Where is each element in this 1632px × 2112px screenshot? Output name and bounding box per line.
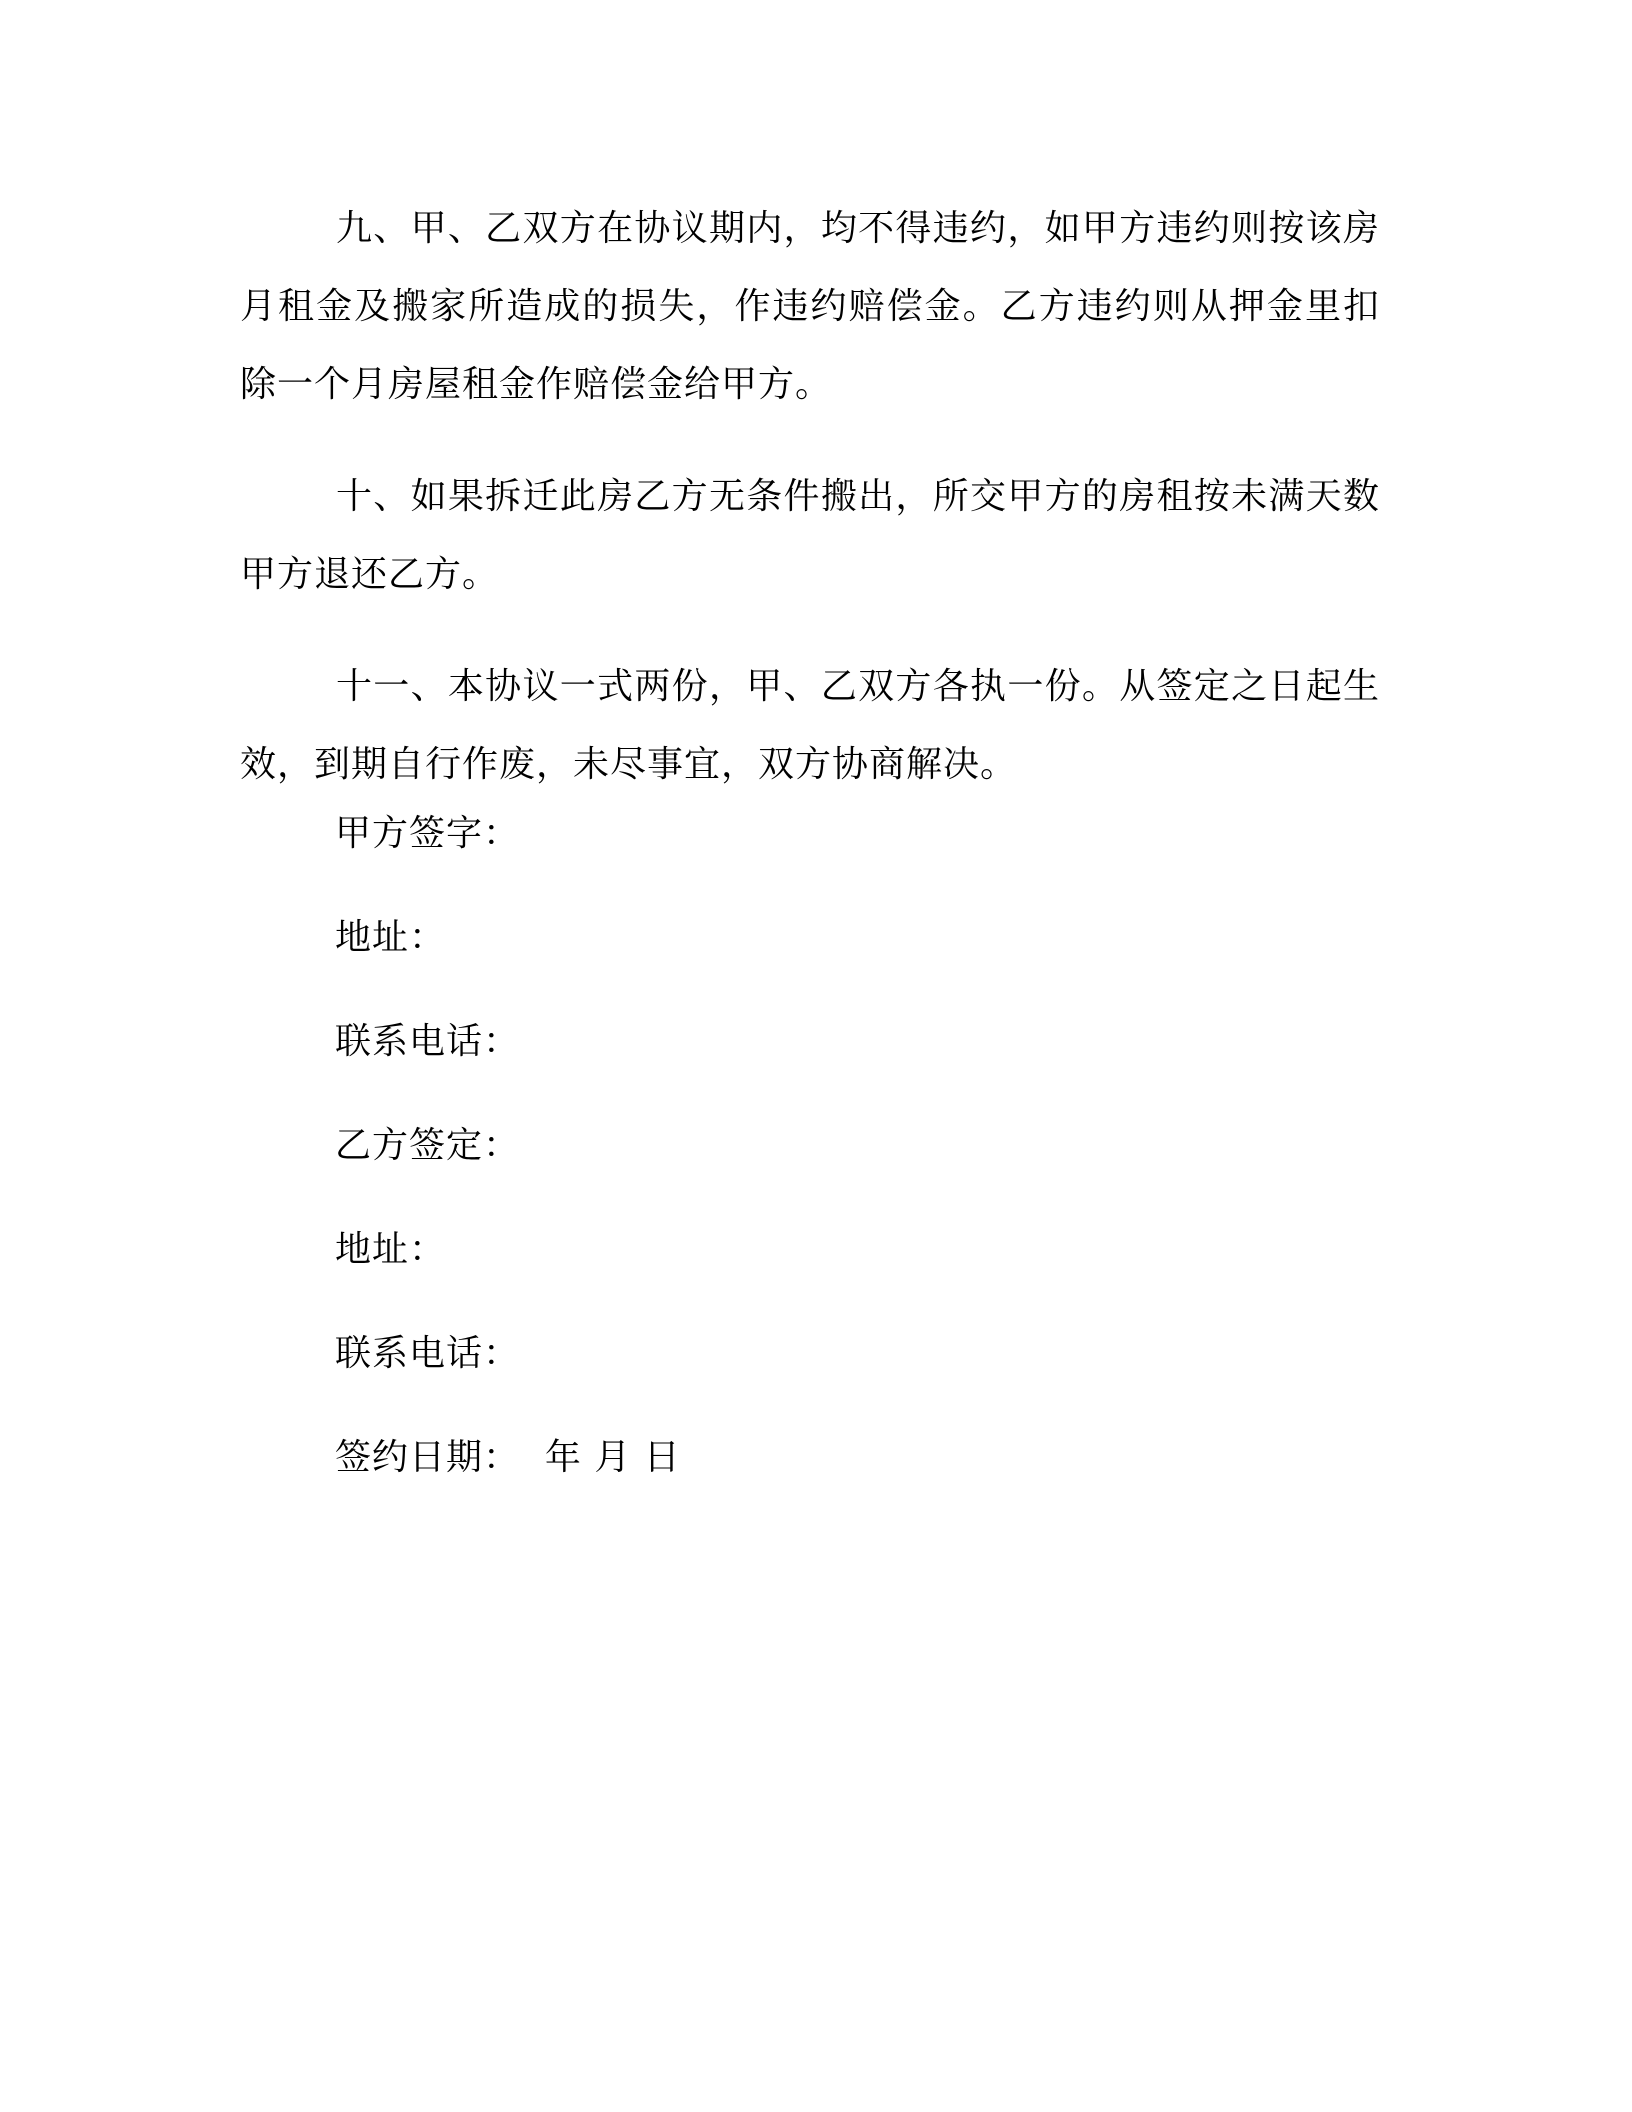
clause-9: 九、甲、乙双方在协议期内，均不得违约，如甲方违约则按该房月租金及搬家所造成的损失，作违约赔偿金。乙方违约则从押金里扣除一个月房屋租金作赔偿金给甲方。 (240, 208, 1380, 405)
sign-date-label: 签约日期： 年 月 日 (335, 1437, 681, 1478)
party-a-signature-label: 甲方签字： (335, 813, 521, 854)
party-a-phone-label: 联系电话： (335, 1021, 521, 1062)
party-a-address-label: 地址： (335, 917, 447, 958)
signature-block (335, 808, 1235, 1536)
contract-clauses (240, 190, 1380, 838)
clause-11: 十一、本协议一式两份，甲、乙双方各执一份。从签定之日起生效，到期自行作废，未尽事宜，双方协商解决。 (240, 666, 1380, 785)
party-b-signature-label: 乙方签定： (335, 1125, 521, 1166)
clause-10: 十、如果拆迁此房乙方无条件搬出，所交甲方的房租按未满天数甲方退还乙方。 (240, 476, 1380, 595)
party-b-address-label: 地址： (335, 1229, 447, 1270)
party-b-phone-label: 联系电话： (335, 1333, 521, 1374)
